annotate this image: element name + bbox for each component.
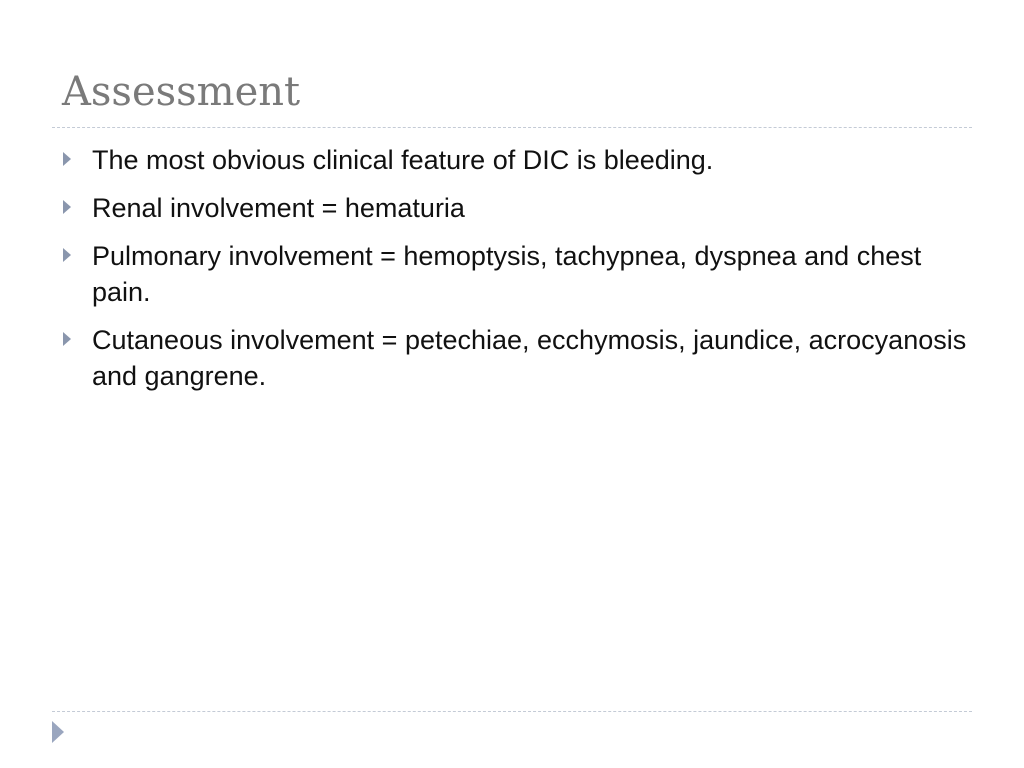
triangle-bullet-icon (63, 332, 71, 346)
title-divider (52, 127, 972, 128)
bullet-item (62, 190, 972, 226)
bullet-text: Pulmonary involvement = hemoptysis, tachypnea, dyspnea and chest pain. (92, 241, 922, 307)
triangle-bullet-icon (63, 152, 71, 166)
bullet-text: Cutaneous involvement = petechiae, ecchymosis, jaundice, acrocyanosis and gangrene. (92, 325, 967, 391)
triangle-bullet-icon (63, 200, 71, 214)
triangle-bullet-icon (63, 248, 71, 262)
bullet-text: The most obvious clinical feature of DIC is bleeding. (92, 145, 714, 175)
footer-divider (52, 711, 972, 712)
bullet-item (62, 142, 972, 178)
slide-title: Assessment (62, 69, 301, 115)
corner-triangle-icon (52, 721, 64, 743)
bullet-text: Renal involvement = hematuria (92, 193, 465, 223)
bullet-item (62, 238, 972, 310)
bullet-list (62, 142, 972, 406)
bullet-item (62, 322, 972, 394)
